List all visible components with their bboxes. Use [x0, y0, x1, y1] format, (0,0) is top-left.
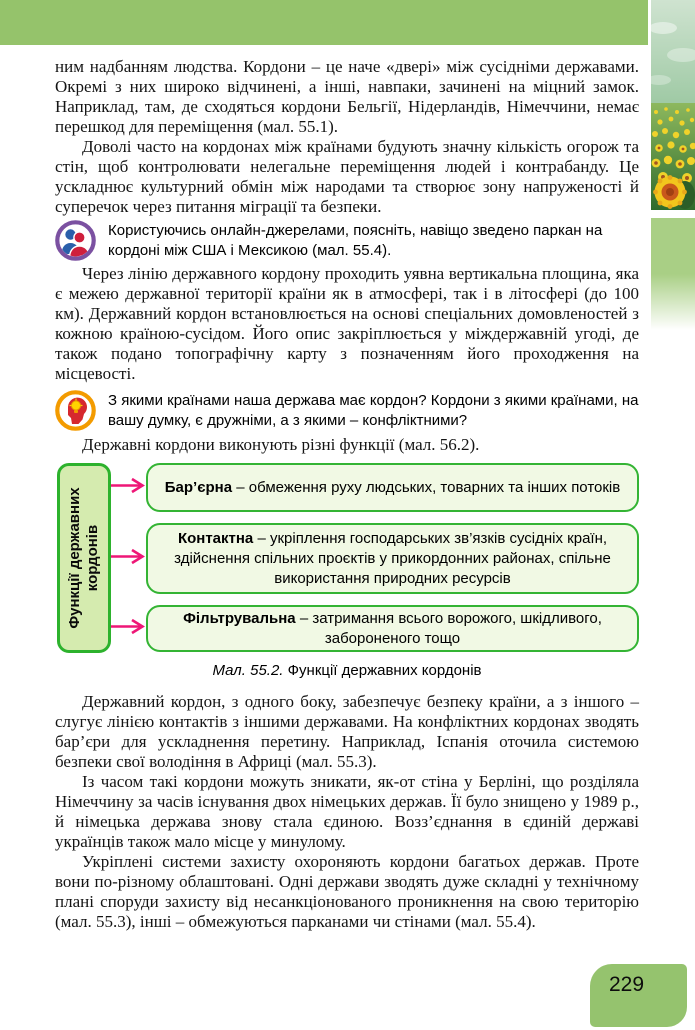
figure-caption-number: Мал. 55.2. [212, 662, 284, 679]
paragraph: Державні кордони виконують різні функції (мал. 56.2). [82, 435, 480, 454]
page-number-badge [590, 964, 687, 1027]
diagram-term: Бар’єрна [164, 478, 233, 496]
paragraph: Через лінію державного кордону проходить уявна вертикальна площина, яка є межею державної території країни як в атмосфері, так і в літосфері (до 100 км). Державний кордон встановлюється на основі спеціальних домовленостей з кожною країною-сусідом. Його опис закріплюється у міждержавній угоді, де також подано топографічну карту з позначенням його проходження на місцевості. [55, 264, 639, 383]
border-functions-diagram [55, 463, 639, 653]
diagram-definition: – укріплення господарських зв’язків сусідніх країн, здійснення спільних проєктів у прикордонних районах, спільне використання природних ресурсів [174, 529, 611, 587]
callout-text: З якими країнами наша держава має кордон? Кордони з якими країнами, на вашу думку, є дружніми, а з якими – конфліктними? [108, 392, 639, 429]
paragraph: Укріплені системи захисту охороняють кордони багатьох держав. Проте вони по-різному облаштовані. Одні держави зводять дуже складні у технічному плані споруди захисту від несанкціонованого проникнення на свою територію (мал. 55.3), інші – обмежуються парканами чи стінами (мал. 55.4). [55, 852, 639, 931]
paragraph: Із часом такі кордони можуть зникати, як-от стіна у Берліні, що розділяла Німеччину за часів існування двох німецьких держав. Її було знищено у 1989 р., й німецька держава знову стала єдиною. Возз’єднання в єдиній державі українців також мало місце у минулому. [55, 772, 639, 851]
right-margin-fade [651, 218, 695, 330]
top-green-band [0, 0, 648, 45]
paragraph: Доволі часто на кордонах між країнами будують значну кількість огорож та стін, щоб контролювати нелегальне переміщення людей і контрабанду. Це ускладнює культурний обмін між народами та створює зону напруженості й суперечок через питання міграції та безпеки. [55, 137, 639, 216]
diagram-definition: – обмеження руху людських, товарних та інших потоків [232, 478, 621, 496]
arrow-right-icon [111, 617, 145, 640]
diagram-box-contact [146, 523, 639, 594]
task-callout-online [55, 220, 639, 261]
idea-head-icon [55, 390, 96, 431]
diagram-row-barrier [146, 463, 639, 512]
arrow-right-icon [111, 476, 145, 499]
question-callout-think [55, 390, 639, 431]
diagram-term: Фільтрувальна [183, 609, 296, 627]
sunflower-field-photo [651, 0, 695, 210]
page-number: 229 [609, 973, 645, 996]
diagram-row-filter [146, 605, 639, 652]
sunflower-photo-graphic [651, 0, 695, 210]
diagram-definition: – затримання всього ворожого, шкідливого, забороненого тощо [295, 609, 602, 647]
diagram-term: Контактна [177, 529, 254, 547]
arrow-right-icon [111, 547, 145, 570]
people-pair-icon [55, 220, 96, 261]
paragraph: ним надбанням людства. Кордони – це наче «двері» між сусідніми державами. Окремі з них широко відчинені, а інші, навпаки, зачинені на міцний замок. Наприклад, там, де сходяться кордони Бельгії, Нідерландів, Німеччини, немає перешкод для переміщення (мал. 55.1). [55, 57, 639, 136]
figure-caption-text: Функції державних кордонів [283, 662, 482, 679]
callout-text: Користуючись онлайн-джерелами, поясніть, навіщо зведено паркан на кордоні між США і Мексикою (мал. 55.4). [108, 222, 603, 259]
figure-caption [55, 662, 639, 679]
diagram-box-barrier [146, 463, 639, 512]
page-content [55, 57, 639, 932]
diagram-box-filter [146, 605, 639, 652]
diagram-side-label-box [57, 463, 111, 653]
paragraph: Державний кордон, з одного боку, забезпечує безпеку країни, а з іншого – слугує лінією контактів з іншими державами. На конфліктних кордонах зводять бар’єри для ускладнення перетину. Наприклад, Іспанія оточила системою безпеки свої володіння в Африці (мал. 55.3). [55, 692, 639, 771]
diagram-side-label: Функції державних кордонів [66, 487, 101, 629]
diagram-row-contact [146, 523, 639, 594]
